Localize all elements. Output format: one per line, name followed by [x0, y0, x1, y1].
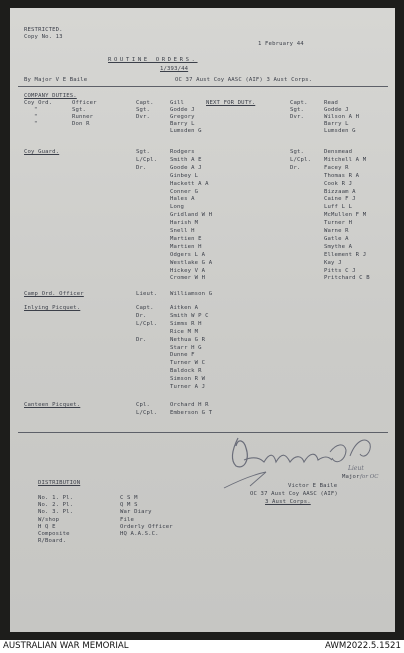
next-for-duty-heading: NEXT FOR DUTY. [206, 100, 256, 106]
guard-member-name: Martien E [170, 235, 202, 242]
picquet-rank: Dr. [136, 312, 147, 319]
duty-role: Don R [72, 121, 90, 127]
footer-accession-number: AWM2022.5.1521 [325, 641, 401, 651]
next-guard-member-name: Densmead [324, 149, 353, 155]
footer-institution: AUSTRALIAN WAR MEMORIAL [3, 641, 129, 651]
next-duty-name: Godde J [324, 107, 349, 113]
distribution-recipient: No. 2. Pl. [38, 502, 74, 509]
next-guard-member-name: Pitts C J [324, 267, 356, 274]
next-guard-member-name: Caine F J [324, 196, 356, 203]
guard-member-name: Conner G [170, 188, 199, 195]
duty-header-name: Gill [170, 100, 185, 106]
distribution-recipient: H Q E [38, 523, 56, 530]
camp-ord-officer-name: Williamson G [170, 291, 213, 297]
distribution-recipient: Composite [38, 531, 70, 537]
next-duty-rank: Dvr. [290, 114, 305, 120]
distribution-recipient: Orderly Officer [120, 523, 173, 530]
camp-ord-officer-rank: Lieut. [136, 291, 158, 297]
duty-name: Barry L [170, 121, 195, 127]
distribution-recipient: W/shop [38, 516, 60, 523]
next-guard-member-name: Warne R [324, 228, 349, 234]
guard-member-name: Smith A E [170, 156, 202, 163]
distribution-heading: DISTRIBUTION [38, 480, 81, 486]
picquet-member-name: Simson R W [170, 376, 206, 383]
coy-guard-heading: Coy Guard. [24, 149, 60, 155]
guard-member-name: Ginbey L [170, 172, 199, 179]
picquet-member-name: Baldock R [170, 368, 202, 375]
duty-name: Godde J [170, 107, 195, 113]
next-duty-rank: Sgt. [290, 107, 305, 113]
picquet-member-name: Starr H G [170, 344, 202, 351]
duty-header-coy-ord: Coy Ord. [24, 100, 53, 106]
duty-header-officer: Officer [72, 100, 97, 106]
next-guard-member-name: Turner H [324, 220, 353, 227]
picquet-rank: Dr. [136, 336, 147, 343]
next-guard-member-name: Thomas R A [324, 172, 360, 179]
next-guard-rank: Dr. [290, 164, 301, 171]
guard-member-name: Goode A J [170, 164, 202, 171]
distribution-recipient: File [120, 516, 135, 523]
guard-member-name: Hickey V A [170, 267, 206, 274]
duty-ditto-mark: " [34, 114, 38, 120]
next-guard-member-name: Bizzaam A [324, 188, 356, 195]
signatory-unit: OC 37 Aust Coy AASC (AIF) [250, 491, 338, 497]
next-guard-rank: L/Cpl. [290, 156, 312, 163]
next-duty-name: Wilson A H [324, 114, 360, 120]
duty-rank: Sgt. [136, 107, 151, 113]
picquet-rank: Capt. [136, 305, 154, 311]
document-page [10, 8, 395, 632]
next-guard-member-name: McMullen F M [324, 212, 367, 219]
guard-member-name: Snell H [170, 228, 195, 234]
guard-member-name: Hales A [170, 196, 195, 203]
header-rule [18, 86, 388, 87]
guard-member-name: Rodgers [170, 149, 195, 155]
archive-footer [0, 640, 404, 653]
guard-member-name: Gridland W H [170, 212, 213, 219]
next-guard-member-name: Kay J [324, 259, 342, 266]
guard-rank: Dr. [136, 164, 147, 171]
document-title: ROUTINE ORDERS. [108, 57, 198, 63]
signature-handwritten-title: Lieut [348, 465, 364, 472]
guard-member-name: Harish M [170, 220, 199, 227]
restricted-marking: RESTRICTED. [24, 27, 63, 33]
next-guard-member-name: Cook R J [324, 180, 353, 187]
guard-member-name: Cromer W H [170, 275, 206, 282]
signature-rank-typed: Major [342, 474, 360, 480]
next-guard-member-name: Smythe A [324, 243, 353, 250]
duty-name: Lumsden G [170, 128, 202, 134]
next-guard-member-name: Facey R [324, 164, 349, 171]
order-number: 1/393/44 [160, 66, 189, 72]
picquet-rank: L/Cpl. [136, 320, 158, 327]
distribution-recipient: R/Board. [38, 538, 67, 545]
guard-rank: Sgt. [136, 149, 151, 155]
distribution-recipient: No. 3. Pl. [38, 509, 74, 516]
guard-member-name: Hackett A A [170, 180, 209, 187]
duty-header-rank: Capt. [136, 100, 154, 106]
next-guard-member-name: Gatle A [324, 235, 349, 242]
canteen-rank: L/Cpl. [136, 410, 158, 416]
picquet-member-name: Nethua G R [170, 336, 206, 343]
signatory-name: Victor E Baile [288, 483, 338, 489]
inlying-picquet-label: Inlying Picquet. [24, 305, 81, 311]
guard-member-name: Long [170, 204, 185, 211]
next-duty-name: Read [324, 100, 339, 106]
distribution-recipient: Q M S [120, 502, 138, 509]
next-duty-name: Barry L [324, 121, 349, 127]
picquet-member-name: Dunne F [170, 352, 195, 359]
camp-ord-officer-label: Camp Ord. Officer [24, 291, 84, 297]
duty-role: Sgt. [72, 107, 87, 113]
canteen-member-name: Emberson G T [170, 410, 213, 416]
guard-rank: L/Cpl. [136, 156, 158, 163]
signatory-corps: 3 Aust Corps. [265, 499, 311, 505]
next-guard-member-name: Ellement R J [324, 251, 367, 258]
next-guard-rank: Sgt. [290, 149, 305, 155]
signature-handwritten-for: for OC [360, 474, 379, 480]
next-guard-member-name: Luff L L [324, 204, 353, 211]
duty-role: Runner [72, 114, 94, 120]
duty-rank: Dvr. [136, 114, 151, 120]
picquet-member-name: Aitken A [170, 305, 199, 311]
guard-member-name: Westlake G A [170, 259, 213, 266]
canteen-rank: Cpl. [136, 402, 151, 408]
next-guard-member-name: Pritchard C B [324, 275, 370, 282]
next-duty-name: Lumsden G [324, 128, 356, 134]
distribution-recipient: HQ A.A.S.C. [120, 531, 159, 537]
distribution-recipient: No. 1. Pl. [38, 495, 74, 501]
duty-ditto-mark: " [34, 107, 38, 113]
picquet-member-name: Simms R H [170, 320, 202, 327]
distribution-recipient: C S M [120, 495, 138, 501]
picquet-member-name: Turner A J [170, 384, 206, 390]
next-guard-member-name: Mitchell A M [324, 156, 367, 163]
unit-line: OC 37 Aust Coy AASC (AIF) 3 Aust Corps. [175, 77, 313, 83]
canteen-picquet-label: Canteen Picquet. [24, 402, 81, 408]
order-date: 1 February 44 [258, 41, 304, 47]
company-duties-heading: COMPANY DUTIES. [24, 93, 77, 99]
by-line: By Major V E Baile [24, 77, 88, 83]
guard-member-name: Martien H [170, 243, 202, 250]
picquet-member-name: Rice M M [170, 328, 199, 335]
canteen-member-name: Orchard H R [170, 402, 209, 408]
guard-member-name: Odgers L A [170, 251, 206, 258]
distribution-recipient: War Diary [120, 509, 152, 516]
duty-ditto-mark: " [34, 121, 38, 127]
picquet-member-name: Smith W P C [170, 312, 209, 319]
copy-number: Copy No. 13 [24, 34, 63, 40]
picquet-member-name: Turner W C [170, 360, 206, 367]
next-duty-rank: Capt. [290, 100, 308, 106]
duty-name: Gregory [170, 114, 195, 120]
